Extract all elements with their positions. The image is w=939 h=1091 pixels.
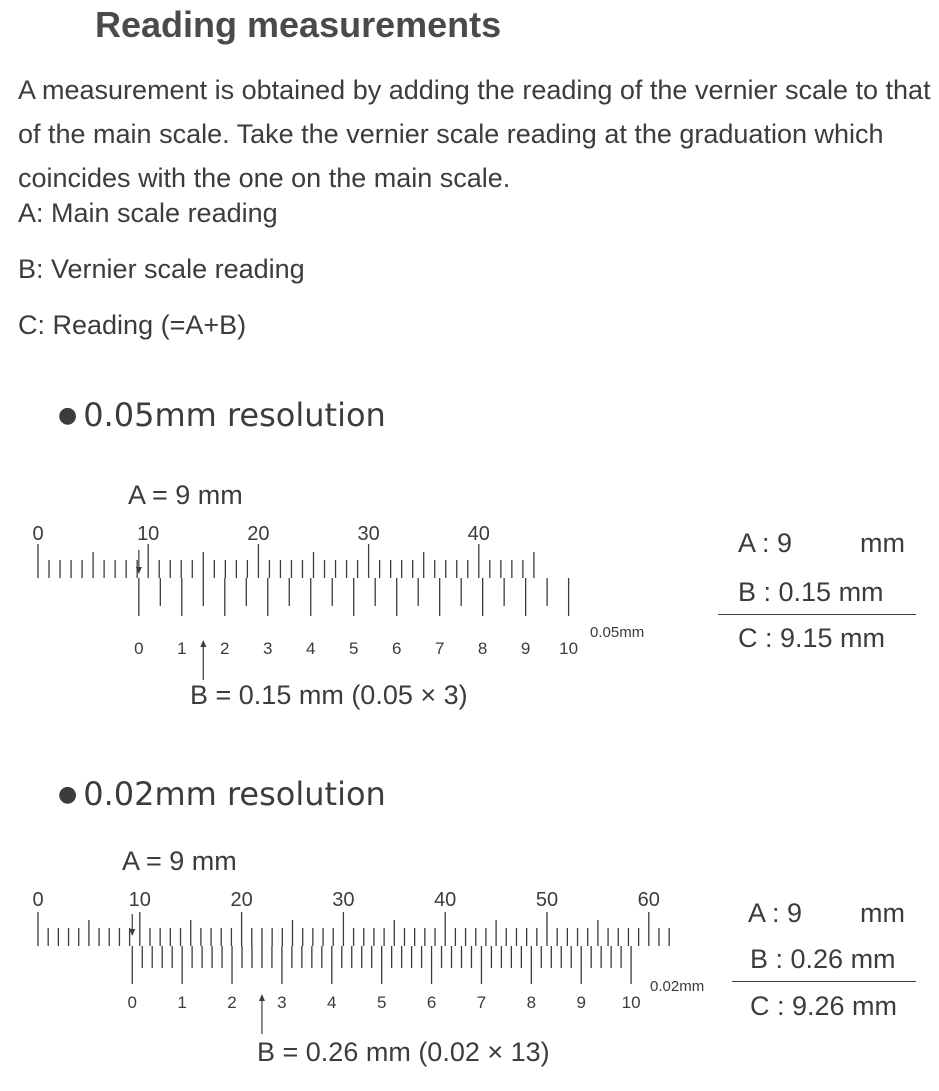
summary-c-002: C : 9.26 mm [750,991,898,1021]
vernier-scale-label: 10 [559,639,579,658]
main-scale-label: 20 [247,523,270,545]
summary-c-005: C : 9.15 mm [738,623,886,653]
summary-a-unit-002: mm [860,898,905,928]
definition-c: C: Reading (=A+B) [18,310,247,340]
summary-b-005: B : 0.15 mm [738,577,884,607]
resolution-label-002: 0.02mm [650,978,705,995]
bullet-icon: ● [58,403,78,428]
vernier-scale-label: 1 [177,639,187,658]
vernier-scale-label: 7 [434,639,445,658]
main-scale-label: 40 [467,523,490,545]
vernier-scale-label: 5 [348,639,359,658]
vernier-scale-label: 9 [520,639,531,658]
vernier-scale-label: 10 [621,993,641,1012]
summary-a-002: A : 9 [748,898,803,928]
main-scale-label: 30 [332,889,355,911]
b-label-005: B = 0.15 mm (0.05 × 3) [190,680,468,710]
vernier-scale-label: 8 [526,993,537,1012]
main-scale-label: 50 [535,889,559,911]
vernier-scale-label: 1 [177,993,187,1012]
main-scale-label: 0 [32,889,44,911]
vernier-scale-label: 2 [220,639,230,658]
summary-b-002: B : 0.26 mm [750,944,896,974]
vernier-scale-label: 3 [263,639,273,658]
vernier-scale-label: 8 [477,639,488,658]
summary-a-unit-005: mm [860,528,905,558]
resolution-label-005: 0.05mm [590,624,645,641]
main-scale-label: 0 [32,523,44,545]
main-scale-label: 10 [128,889,151,911]
main-scale-label: 60 [637,889,660,911]
vernier-scale-label: 0 [134,639,144,658]
definition-b: B: Vernier scale reading [18,254,305,284]
definition-a: A: Main scale reading [18,198,278,228]
a-label-002: A = 9 mm [122,846,237,876]
bullet-icon: ● [58,782,78,807]
vernier-scale-label: 5 [376,993,387,1012]
page-title: Reading measurements [95,4,502,45]
main-scale-label: 20 [230,889,253,911]
vernier-scale-label: 4 [327,993,337,1012]
b-label-002: B = 0.26 mm (0.02 × 13) [257,1037,550,1067]
section-heading-005-text: 0.05mm resolution [83,396,386,434]
section-heading-002-text: 0.02mm resolution [83,775,386,813]
b-arrowhead-icon [259,994,265,1001]
main-scale-label: 10 [137,523,160,545]
vernier-scale-label: 9 [576,993,586,1012]
vernier-scale-label: 7 [476,993,487,1012]
vernier-scale-label: 2 [227,993,237,1012]
summary-a-005: A : 9 [738,528,793,558]
main-scale-label: 30 [357,523,380,545]
intro-paragraph: A measurement is obtained by adding the reading of the vernier scale to that of the main scale. Take the vernier scale reading at the graduation which coincides with the one on the main scale. [18,75,931,193]
vernier-scale-label: 6 [391,639,402,658]
vernier-scale-label: 3 [277,993,287,1012]
main-scale-label: 40 [434,889,457,911]
vernier-scale-label: 0 [127,993,138,1012]
b-arrowhead-icon [200,640,206,647]
vernier-scale-label: 4 [306,639,316,658]
vernier-scale-label: 6 [426,993,437,1012]
a-label-005: A = 9 mm [128,480,243,510]
